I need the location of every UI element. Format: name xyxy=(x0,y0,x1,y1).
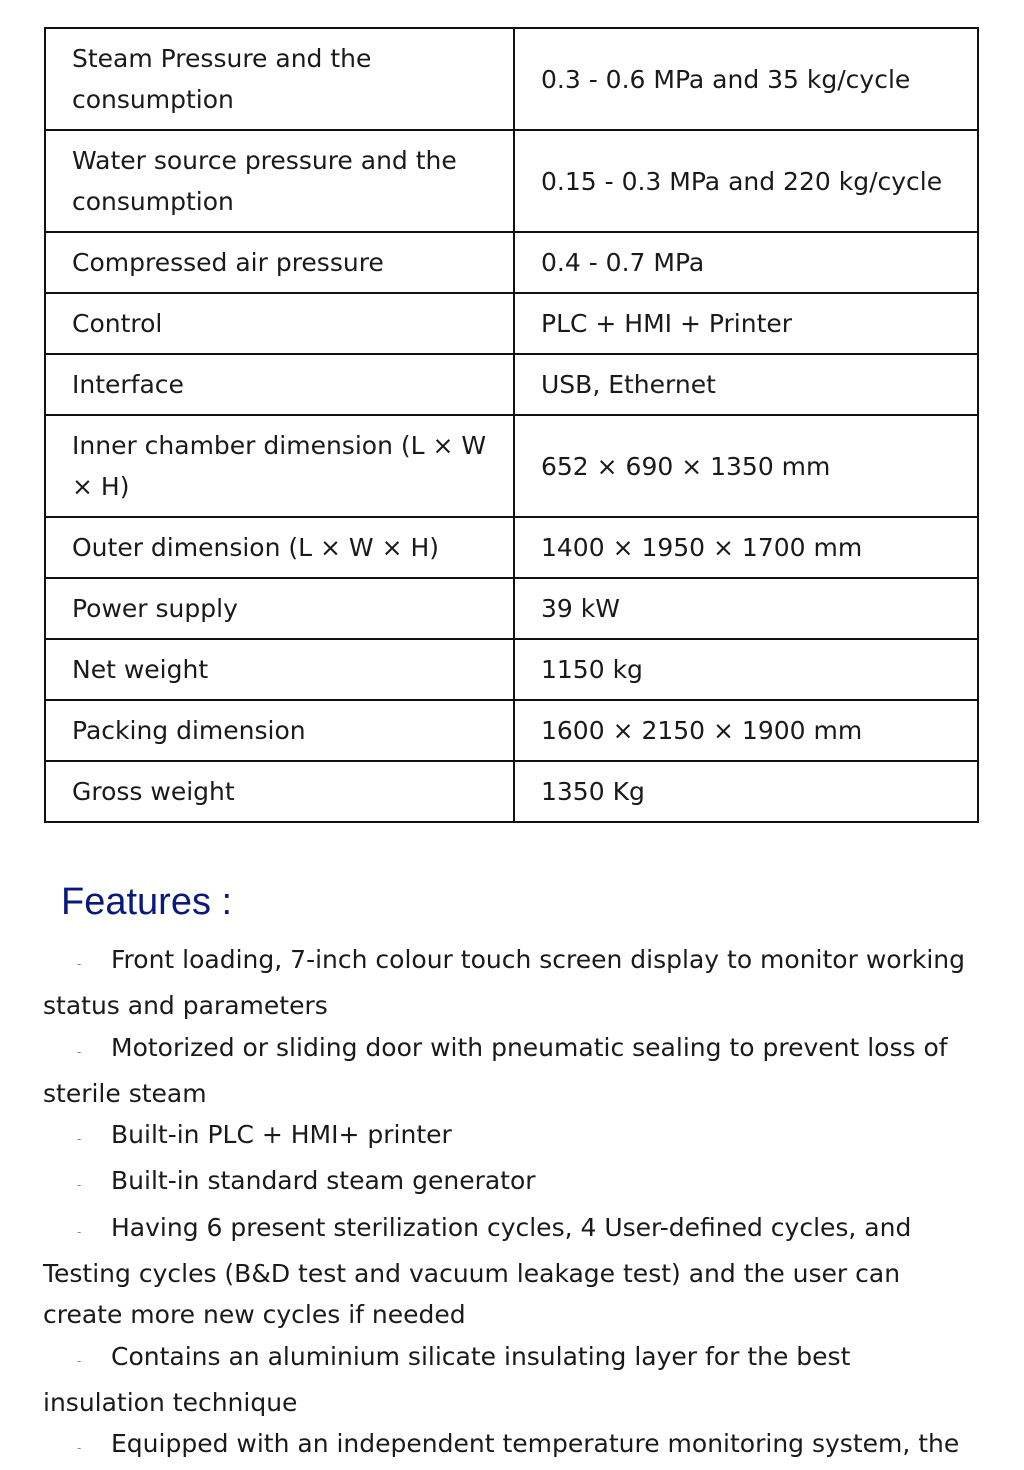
specifications-table xyxy=(44,27,979,823)
features-list xyxy=(43,939,978,1470)
spec-value: 1400 × 1950 × 1700 mm xyxy=(514,517,978,578)
features-heading: Features : xyxy=(61,881,233,923)
table-row xyxy=(45,130,978,232)
list-item xyxy=(43,1114,978,1160)
table-row xyxy=(45,639,978,700)
table-row xyxy=(45,354,978,415)
feature-text: Built-in PLC + HMI+ printer xyxy=(111,1120,452,1150)
spec-label: Compressed air pressure xyxy=(45,232,514,293)
spec-value: 0.3 - 0.6 MPa and 35 kg/cycle xyxy=(514,28,978,130)
spec-label: Outer dimension (L × W × H) xyxy=(45,517,514,578)
feature-text: Front loading, 7-inch colour touch screen display to monitor working status and parameters xyxy=(43,945,965,1021)
table-row xyxy=(45,578,978,639)
spec-label: Control xyxy=(45,293,514,354)
bullet-marker: - xyxy=(77,1132,82,1147)
spec-value: 652 × 690 × 1350 mm xyxy=(514,415,978,517)
table-row xyxy=(45,293,978,354)
table-row xyxy=(45,28,978,130)
spec-value: 0.15 - 0.3 MPa and 220 kg/cycle xyxy=(514,130,978,232)
table-row xyxy=(45,232,978,293)
bullet-marker: - xyxy=(77,1441,82,1456)
feature-text: Contains an aluminium silicate insulating layer for the best insulation technique xyxy=(43,1341,851,1417)
spec-label: Power supply xyxy=(45,578,514,639)
table-row xyxy=(45,700,978,761)
list-item xyxy=(43,1336,978,1424)
list-item xyxy=(43,1207,978,1336)
list-item xyxy=(43,939,978,1027)
feature-text: Built-in standard steam generator xyxy=(111,1166,536,1196)
feature-text: Equipped with an independent temperature monitoring system, the xyxy=(111,1429,960,1459)
table-row xyxy=(45,761,978,822)
bullet-marker: - xyxy=(77,1224,82,1239)
spec-label: Net weight xyxy=(45,639,514,700)
spec-label: Interface xyxy=(45,354,514,415)
bullet-marker: - xyxy=(77,1353,82,1368)
spec-label: Steam Pressure and the consumption xyxy=(45,28,514,130)
list-item xyxy=(43,1423,978,1469)
feature-text: Motorized or sliding door with pneumatic sealing to prevent loss of sterile steam xyxy=(43,1032,948,1108)
spec-value: 1350 Kg xyxy=(514,761,978,822)
table-row xyxy=(45,517,978,578)
spec-value: USB, Ethernet xyxy=(514,354,978,415)
spec-value: 39 kW xyxy=(514,578,978,639)
bullet-marker: - xyxy=(77,957,82,971)
list-item xyxy=(43,1160,978,1206)
spec-value: 0.4 - 0.7 MPa xyxy=(514,232,978,293)
feature-text: Having 6 present sterilization cycles, 4 User-defined cycles, and Testing cycles (B&D test and vacuum leakage test) and the user can create more new cycles if needed xyxy=(43,1212,912,1330)
spec-label: Gross weight xyxy=(45,761,514,822)
spec-label: Inner chamber dimension (L × W × H) xyxy=(45,415,514,517)
bullet-marker: - xyxy=(77,1178,82,1193)
spec-value: PLC + HMI + Printer xyxy=(514,293,978,354)
spec-label: Water source pressure and the consumption xyxy=(45,130,514,232)
spec-value: 1150 kg xyxy=(514,639,978,700)
spec-value: 1600 × 2150 × 1900 mm xyxy=(514,700,978,761)
list-item xyxy=(43,1027,978,1115)
spec-label: Packing dimension xyxy=(45,700,514,761)
bullet-marker: - xyxy=(77,1044,82,1059)
table-row xyxy=(45,415,978,517)
